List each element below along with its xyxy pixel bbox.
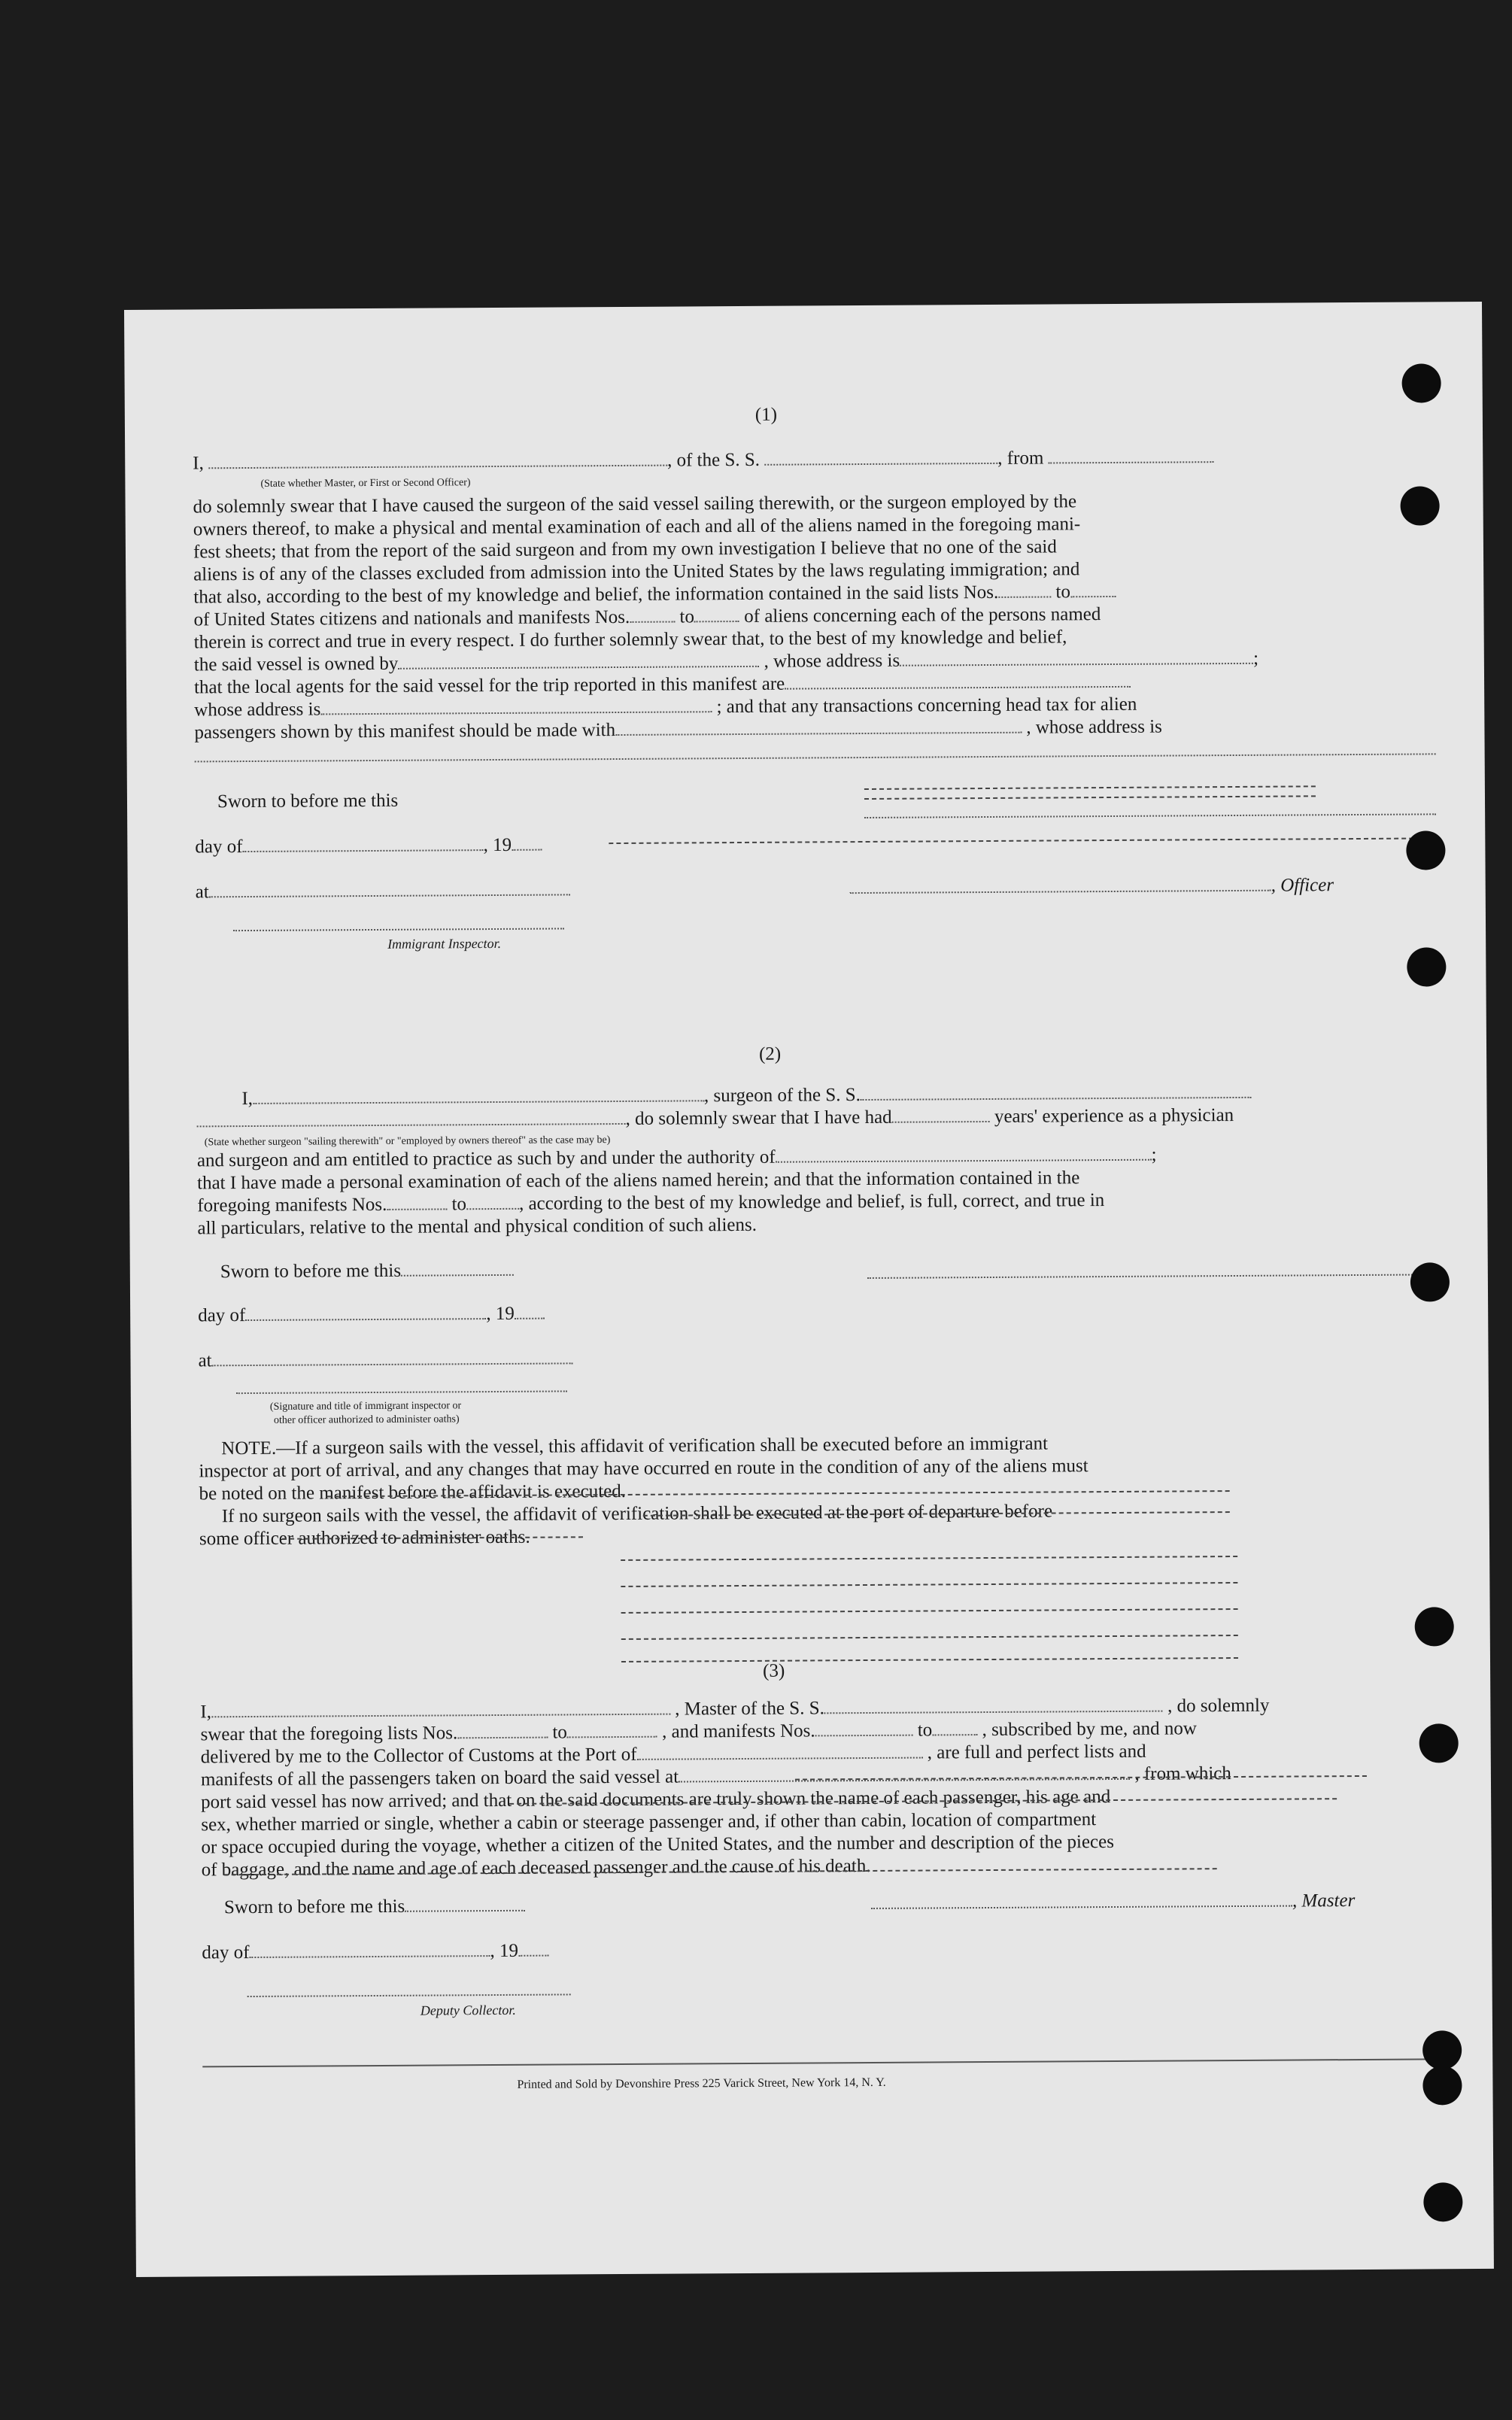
s1-of-ss: , of the S. S.	[666, 449, 761, 471]
punch-hole	[1422, 2030, 1462, 2069]
s2-sig-note2: other officer authorized to administer oaths)	[273, 1413, 460, 1426]
section1-heading: (1)	[754, 404, 778, 425]
document-sheet	[124, 302, 1494, 2277]
s1-p9: that the local agents for the said vessel for the trip reported in this manifest are	[194, 671, 1131, 700]
punch-hole	[1419, 1723, 1459, 1763]
s1-inspector: Immigrant Inspector.	[387, 935, 502, 952]
s3-day-of: day of , 19	[202, 1940, 548, 1965]
s1-p11: passengers shown by this manifest should be made with , whose address is	[194, 716, 1162, 743]
s3-l1: I, , Master of the S. S. , do solemnly	[200, 1695, 1270, 1723]
s3-l2: swear that the foregoing lists Nos. to , and manifests Nos. to , subscribed by me, and now	[200, 1718, 1197, 1745]
s2-at: at	[198, 1347, 572, 1372]
s1-p8: the said vessel is owned by , whose address is ;	[193, 648, 1259, 676]
note-5: some officer authorized to administer oaths.	[199, 1526, 530, 1550]
punch-hole	[1415, 1607, 1454, 1646]
s2-l5: foregoing manifests Nos. to , according to the best of my knowledge and belief, is full, correct, and true in	[197, 1190, 1105, 1216]
s1-officer: , Officer	[850, 874, 1334, 900]
s3-l8: of baggage, and the name and age of each deceased passenger and the cause of his death.	[201, 1855, 871, 1881]
s3-l7: or space occupied during the voyage, whether a citizen of the United States, and the number and description of the pieces	[201, 1831, 1115, 1858]
note-1: NOTE.—If a surgeon sails with the vessel, this affidavit of verification shall be executed before an immigrant	[221, 1433, 1049, 1459]
s1-sworn: Sworn to before me this	[217, 790, 399, 812]
s1-p5: that also, according to the best of my knowledge and belief, the information contained in the said lists Nos. to	[193, 581, 1116, 609]
s3-sworn: Sworn to before me this	[224, 1895, 525, 1919]
s2-l2: , do solemnly swear that I have had years' experience as a physician	[197, 1104, 1234, 1133]
punch-hole	[1422, 2066, 1462, 2105]
s3-deputy: Deputy Collector.	[420, 2002, 516, 2018]
s3-l5: port said vessel has now arrived; and that on the said documents are truly shown the name of each passenger, his age and	[201, 1787, 1111, 1813]
s1-note-master: (State whether Master, or First or Second Officer)	[260, 477, 471, 490]
s1-p10: whose address is ; and that any transactions concerning head tax for alien	[194, 694, 1137, 721]
s3-l6: sex, whether married or single, whether a cabin or steerage passenger and, if other than cabin, location of compartment	[201, 1809, 1097, 1835]
s1-p7: therein is correct and true in every respect. I do further solemnly swear that, to the best of my knowledge and belief,	[193, 627, 1067, 653]
s3-l4: manifests of all the passengers taken on board the said vessel at , from which	[200, 1763, 1231, 1790]
s2-note-surgeon: (State whether surgeon "sailing therewith" or "employed by owners thereof" as the case may be)	[204, 1134, 611, 1149]
punch-hole	[1407, 947, 1446, 986]
section2-heading: (2)	[758, 1043, 782, 1064]
note-4: If no surgeon sails with the vessel, the affidavit of verification shall be executed at the port of departure before	[221, 1501, 1053, 1527]
punch-hole	[1406, 830, 1445, 870]
punch-hole	[1410, 1262, 1450, 1301]
punch-hole	[1401, 363, 1441, 402]
printer-line: Printed and Sold by Devonshire Press 225 Varick Street, New York 14, N. Y.	[517, 2075, 886, 2091]
s2-l6: all particulars, relative to the mental and physical condition of such aliens.	[197, 1214, 758, 1239]
note-2: inspector at port of arrival, and any changes that may have occurred en route in the condition of any of the aliens must	[199, 1456, 1088, 1482]
s1-p2: owners thereof, to make a physical and mental examination of each and all of the aliens named in the foregoing mani-	[193, 514, 1081, 540]
punch-hole	[1400, 486, 1439, 525]
s1-p1: do solemnly swear that I have caused the surgeon of the said vessel sailing therewith, or the surgeon employed by the	[193, 491, 1077, 518]
s1-at: at	[196, 879, 570, 903]
s2-sig-note1: (Signature and title of immigrant inspector or	[269, 1400, 462, 1413]
note-3: be noted on the manifest before the affidavit is executed.	[199, 1480, 627, 1505]
s1-p4: aliens is of any of the classes excluded from admission into the United States by the laws regulating immigration; and	[193, 559, 1080, 585]
s3-l3: delivered by me to the Collector of Customs at the Port of , are full and perfect lists and	[200, 1741, 1146, 1768]
punch-hole	[1423, 2182, 1462, 2221]
section3-heading: (3)	[762, 1660, 785, 1681]
s1-day-of: day of , 19	[195, 834, 542, 859]
s3-master: , Master	[871, 1890, 1355, 1915]
s2-l3: and surgeon and am entitled to practice as such by and under the authority of ;	[196, 1144, 1157, 1171]
s1-i: I,	[193, 453, 204, 474]
s1-p6: of United States citizens and nationals and manifests Nos. to of aliens concerning each of the persons named	[193, 604, 1101, 630]
s1-from: , from	[997, 448, 1044, 469]
s2-day-of: day of , 19	[198, 1303, 545, 1328]
s2-sworn: Sworn to before me this	[220, 1259, 514, 1283]
s2-l1: I, , surgeon of the S. S.	[241, 1082, 1252, 1110]
s2-l4: that I have made a personal examination of each of the aliens named herein; and that the information contained in the	[197, 1167, 1080, 1194]
s1-p3: fest sheets; that from the report of the said surgeon and from my own investigation I believe that no one of the said	[193, 536, 1057, 563]
